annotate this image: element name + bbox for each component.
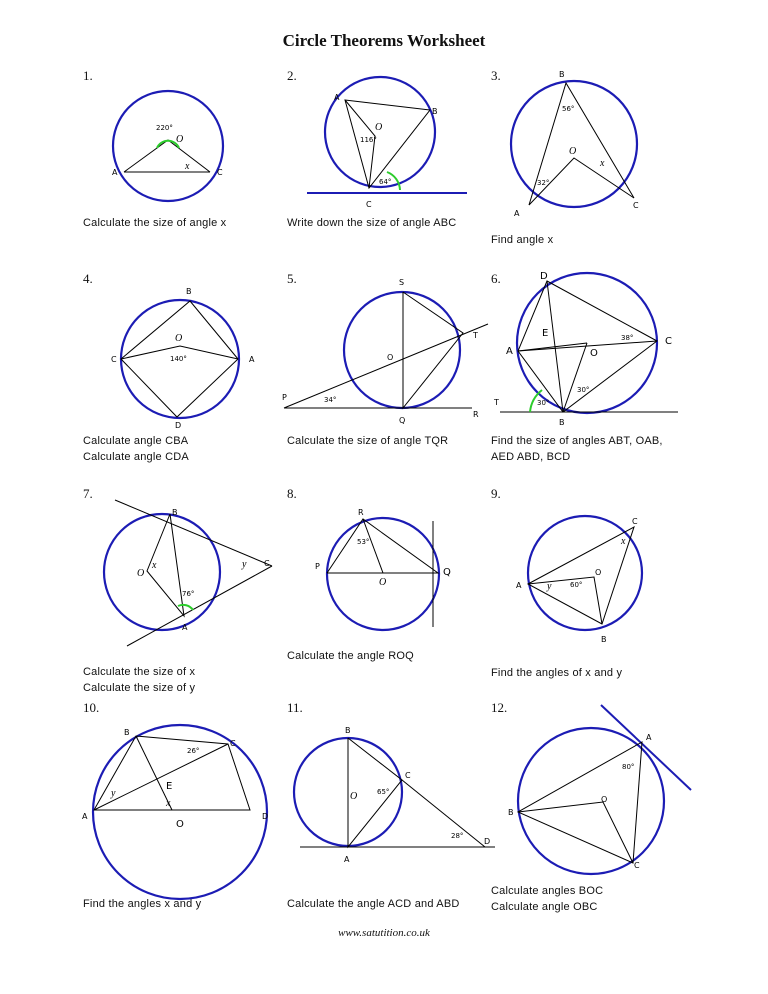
question-number: 1. (83, 68, 93, 83)
point-label-T: T (494, 398, 499, 407)
circle (518, 728, 664, 874)
question-number: 7. (83, 486, 93, 501)
question-number: 11. (287, 700, 303, 715)
point-label-Q: Q (399, 416, 406, 425)
angle-label: 140° (170, 355, 187, 363)
point-label-P: P (315, 562, 320, 571)
point-label-A: A (112, 168, 118, 177)
circle (511, 81, 637, 207)
radii (518, 802, 633, 863)
point-label-O: O (595, 568, 602, 577)
question-number: 3. (491, 68, 501, 83)
question-line: Calculate the angle ROQ (287, 650, 414, 662)
diagram-8 (305, 505, 470, 630)
point-label-O: O (175, 333, 183, 344)
point-label-A: A (514, 209, 520, 218)
point-label-D: D (175, 421, 182, 430)
question-text (287, 896, 460, 912)
triangle (528, 527, 634, 624)
angle-label: 65° (377, 788, 390, 796)
point-label-A: A (516, 581, 522, 590)
triangle (345, 100, 430, 188)
angle-label: 26° (187, 747, 200, 755)
point-label-D: D (262, 812, 269, 821)
angle-label: 30° (537, 399, 550, 407)
diagram-6 (490, 268, 700, 433)
question-text (491, 883, 603, 915)
question-number: 9. (491, 486, 501, 501)
variable-x: x (166, 798, 171, 809)
point-label-D: D (484, 837, 491, 846)
point-label-P: P (282, 393, 287, 402)
point-label-C: C (633, 201, 639, 210)
point-label-S: S (399, 278, 405, 287)
secant-line (402, 780, 485, 847)
point-label-O: O (387, 353, 394, 362)
question-text (83, 664, 195, 696)
question-number: 5. (287, 271, 297, 286)
question-text (83, 433, 189, 465)
question-number: 12. (491, 700, 508, 715)
point-label-B: B (559, 418, 565, 427)
variable-y: y (547, 581, 552, 592)
triangle (403, 292, 463, 408)
angle-label: 28° (451, 832, 464, 840)
angle-label: 80° (622, 763, 635, 771)
point-label-A: A (344, 855, 350, 864)
diagram-4-svg (100, 283, 270, 428)
angle-label: 56° (562, 105, 575, 113)
question-line: Calculate the angle ACD and ABD (287, 898, 460, 910)
footer-url[interactable]: www.satutition.co.uk (338, 927, 430, 939)
angle-label: 53° (357, 538, 370, 546)
circle (93, 725, 267, 899)
diagram-11 (290, 722, 500, 867)
point-label-B: B (559, 70, 565, 79)
triangle (518, 742, 642, 863)
point-label-A: A (334, 93, 340, 102)
circle (344, 292, 460, 408)
question-text (287, 648, 414, 664)
question-line: Calculate angle CDA (83, 451, 189, 463)
point-label-R: R (358, 508, 364, 517)
diagram-3 (505, 68, 665, 218)
point-label-O: O (601, 795, 608, 804)
radii (345, 100, 375, 188)
point-label-D: D (540, 271, 548, 282)
diagram-5 (280, 276, 495, 426)
angle-label: 30° (577, 386, 590, 394)
point-label-B: B (508, 808, 514, 817)
question-line: Find angle x (491, 234, 554, 246)
question-line: Find the size of angles ABT, OAB, (491, 435, 663, 447)
diagram-6-svg (490, 268, 700, 433)
point-label-O: O (137, 568, 145, 579)
question-line: Find the angles x and y (83, 898, 202, 910)
tangent-line-B (115, 500, 272, 566)
point-label-C: C (405, 771, 411, 780)
diagram-9-svg (510, 510, 660, 650)
point-label-O: O (350, 791, 358, 802)
diagram-12-svg (505, 700, 705, 880)
question-text (287, 433, 448, 449)
question-line: Find the angles of x and y (491, 667, 623, 679)
point-label-A: A (646, 733, 652, 742)
point-label-C: C (632, 517, 638, 526)
point-label-O: O (379, 577, 387, 588)
diagram-4 (100, 283, 270, 428)
point-label-R: R (473, 410, 479, 419)
question-text (287, 215, 456, 231)
point-label-A: A (506, 346, 513, 357)
variable-x: x (621, 536, 626, 547)
diagram-10 (80, 722, 280, 882)
point-label-C: C (366, 200, 372, 209)
triangle (327, 519, 438, 573)
worksheet-title: Circle Theorems Worksheet (282, 31, 486, 50)
diagram-3-svg (505, 68, 665, 218)
question-line: Write down the size of angle ABC (287, 217, 457, 229)
point-label-C: C (634, 861, 640, 870)
diagram-1-svg (100, 80, 240, 195)
angle-label: 34° (324, 396, 337, 404)
diagram-8-svg (305, 505, 470, 630)
point-label-A: A (82, 812, 88, 821)
point-label-Q: Q (443, 567, 451, 578)
point-label-B: B (601, 635, 607, 644)
point-label-B: B (172, 508, 178, 517)
circle (104, 514, 220, 630)
question-text (491, 232, 553, 248)
chord-lines (124, 140, 210, 172)
circle (528, 516, 642, 630)
point-label-A: A (249, 355, 255, 364)
diagram-12 (505, 700, 705, 880)
point-label-O: O (569, 146, 577, 157)
angle-label: 60° (570, 581, 583, 589)
point-label-C: C (111, 355, 117, 364)
circle (327, 518, 439, 630)
diagram-2-svg (305, 90, 475, 215)
angle-label: 64° (379, 178, 392, 186)
question-line: Calculate angle CBA (83, 435, 189, 447)
point-label-B: B (186, 287, 192, 296)
variable-x: x (600, 158, 605, 169)
point-label-O: O (176, 819, 184, 830)
point-label-C: C (230, 739, 236, 748)
variable-y: y (242, 559, 247, 570)
question-text (491, 665, 622, 681)
question-number: 4. (83, 271, 93, 286)
diagram-11-svg (290, 722, 500, 867)
point-label-O: O (590, 348, 598, 359)
tangent-line-A (127, 566, 272, 646)
diagram-5-svg (280, 276, 495, 426)
angle-label: 38° (621, 334, 634, 342)
diagram-1 (100, 80, 240, 195)
variable-x: x (152, 560, 157, 571)
question-line: Calculate the size of y (83, 682, 196, 694)
question-line: Calculate angle OBC (491, 901, 598, 913)
question-text (491, 433, 663, 465)
variable-y: y (111, 788, 116, 799)
point-label-C: C (264, 559, 270, 568)
question-number: 8. (287, 486, 297, 501)
radius-OB (563, 343, 590, 412)
point-label-O: O (176, 134, 184, 145)
diagram-10-svg (80, 722, 280, 882)
radius (363, 519, 383, 573)
variable-x: x (185, 161, 190, 172)
question-line: Calculate the size of x (83, 666, 196, 678)
tangent-line (601, 705, 691, 790)
angle-label: 116° (360, 136, 377, 144)
angle-label: 76° (182, 590, 195, 598)
diagram-7 (100, 496, 285, 641)
angle-label: 220° (156, 124, 173, 132)
point-label-B: B (432, 107, 438, 116)
question-line: Calculate the size of angle TQR (287, 435, 449, 447)
point-label-B: B (124, 728, 130, 737)
question-number: 10. (83, 700, 100, 715)
question-number: 2. (287, 68, 297, 83)
chord-AC (518, 341, 657, 351)
question-number: 6. (491, 271, 501, 286)
diagram-7-svg (100, 496, 285, 641)
point-label-E: E (166, 781, 173, 792)
point-label-E: E (542, 328, 549, 339)
angle-arc (178, 605, 193, 610)
point-label-A: A (182, 623, 188, 632)
question-text (83, 215, 226, 231)
diagram-9 (510, 510, 660, 650)
angle-label: 32° (537, 179, 550, 187)
point-label-O: O (375, 122, 383, 133)
point-label-C: C (217, 168, 223, 177)
point-label-T: T (473, 331, 478, 340)
question-line: Calculate the size of angle x (83, 217, 227, 229)
point-label-C: C (665, 336, 672, 347)
diagram-2 (305, 90, 475, 215)
point-label-B: B (345, 726, 351, 735)
circle (113, 91, 223, 201)
question-line: Calculate angles BOC (491, 885, 604, 897)
question-line: AED ABD, BCD (491, 451, 571, 463)
radii (528, 577, 602, 624)
